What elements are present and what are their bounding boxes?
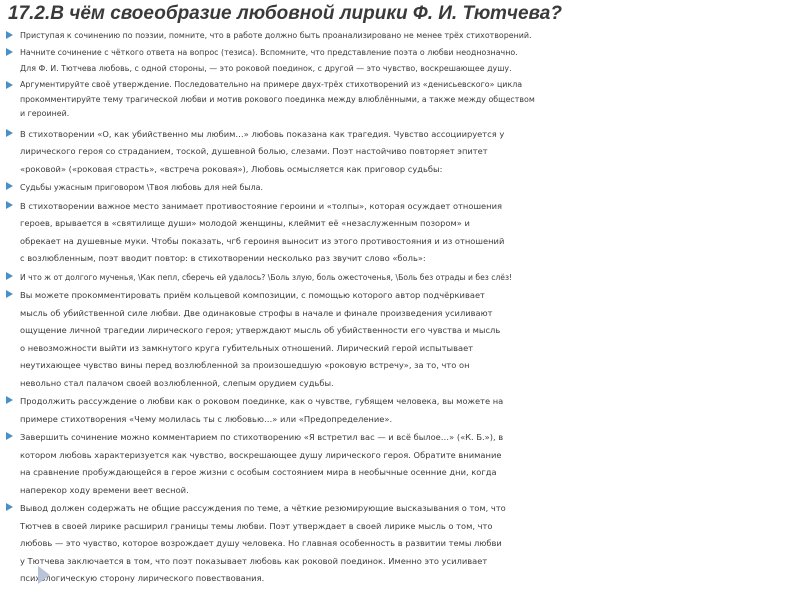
bullet-marker-icon bbox=[6, 129, 13, 137]
bullet-marker-icon bbox=[6, 48, 13, 56]
bullet-marker-icon bbox=[6, 81, 13, 89]
paragraph-text: Вы можете прокомментировать приём кольцевой композиции, с помощью которого автор подчёркивает мысль об убийственной силе любви. Две одинаковые строфы в начале и финале произведения усиливают ощущение личной трагедии лирического героя; утверждают мысль об убийственности его чувства и мысль о невозможности выйти из замкнутого круга губительных отношений. Лирический герой испытывает неутихающее чувство вины перед возлюбленной за произошедшую «роковую встречу», за то, что он невольно стал палачом своей возлюбленной, слепым орудием судьбы. bbox=[20, 290, 501, 388]
paragraph-text: И что ж от долгого мученья, \Как пепл, сберечь ей удалось? \Боль злую, боль ожесточенья, \Боль без отрады и без слёз! bbox=[20, 272, 513, 282]
paragraph-text: Завершить сочинение можно комментарием по стихотворению «Я встретил вас — и всё былое…» («К. Б.»), в котором любовь характеризуется как чувство, воскрешающее душу лирического героя. Обратите внимание на сравнение пробуждающейся в герое жизни с особым состоянием мира в необычные осенние дни, когда наперекор ходу времени веет весной. bbox=[20, 432, 504, 495]
paragraph-text: Приступая к сочинению по поэзии, помните, что в работе должно быть проанализировано не менее трёх стихотворений. bbox=[20, 31, 532, 40]
slide-title: 17.2.В чём своеобразие любовной лирики Ф. И. Тютчева? bbox=[8, 3, 562, 24]
paragraph-text: Вывод должен содержать не общие рассуждения по теме, а чёткие резюмирующие высказывания о том, что Тютчев в своей лирике расширил границы темы любви. Поэт утверждает в своей лирике мысль о том, что любовь — это чувство, которое возрождает душу человека. Но главная особенность в развитии темы любви у Тютчева заключается в том, что поэт показывает любовь как роковой поединок. Именно это усиливает психологическую сторону лирического повествования. bbox=[20, 503, 506, 583]
paragraph-11 bbox=[6, 500, 792, 588]
next-slide-arrow-icon[interactable] bbox=[38, 566, 50, 584]
paragraph-7 bbox=[6, 269, 792, 287]
paragraph-6 bbox=[6, 198, 792, 268]
paragraph-8 bbox=[6, 287, 792, 392]
paragraph-text: Аргументируйте своё утверждение. Последовательно на примере двух-трёх стихотворений из «денисьевского» цикла прокомментируйте тему трагической любви и мотив рокового поединка между влюблёнными, а также между обществом и героиней. bbox=[20, 80, 535, 118]
paragraph-3 bbox=[6, 78, 792, 122]
bullet-marker-icon bbox=[6, 503, 13, 511]
paragraph-2 bbox=[6, 45, 792, 77]
paragraph-10 bbox=[6, 429, 792, 499]
paragraph-1 bbox=[6, 28, 792, 44]
bullet-marker-icon bbox=[6, 432, 13, 440]
paragraph-text: В стихотворении важное место занимает противостояние героини и «толпы», которая осуждает отношения героев, врывается в «святилище души» молодой женщины, клеймит её «незаслуженным позором» и обрекает на душевные муки. Чтобы показать, чгб героиня выносит из этого противостояния и из отношений с возлюбленным, поэт вводит повтор: в стихотворении несколько раз звучит слово «боль»: bbox=[20, 200, 505, 263]
paragraph-text: Судьбы ужасным приговором \Твоя любовь для ней была. bbox=[20, 183, 264, 192]
paragraph-text: Продолжить рассуждение о любви как о роковом поединке, как о чувстве, губящем человека, вы можете на примере стихотворения «Чему молилась ты с любовью…» или «Предопределение». bbox=[20, 396, 504, 424]
bullet-marker-icon bbox=[6, 31, 13, 39]
bullet-marker-icon bbox=[6, 290, 13, 298]
paragraph-5 bbox=[6, 179, 792, 197]
paragraph-text: Начните сочинение с чёткого ответа на вопрос (тезиса). Вспомните, что представление поэта о любви неоднозначно. Для Ф. И. Тютчева любовь, с одной стороны, — это роковой поединок, с другой — это чувство, воскрешающее душу. bbox=[20, 48, 518, 73]
bullet-list bbox=[6, 28, 792, 589]
bullet-marker-icon bbox=[6, 396, 13, 404]
bullet-marker-icon bbox=[6, 182, 13, 190]
paragraph-9 bbox=[6, 393, 792, 428]
paragraph-text: В стихотворении «О, как убийственно мы любим…» любовь показана как трагедия. Чувство ассоциируется у лирического героя со страданием, тоской, душевной болью, слезами. Поэт настойчиво повторяет эпитет «роковой» («роковая страсть», «встреча роковая»), Любовь осмысляется как приговор судьбы: bbox=[20, 128, 505, 174]
bullet-marker-icon bbox=[6, 201, 13, 209]
paragraph-4 bbox=[6, 126, 792, 179]
bullet-marker-icon bbox=[6, 272, 13, 280]
